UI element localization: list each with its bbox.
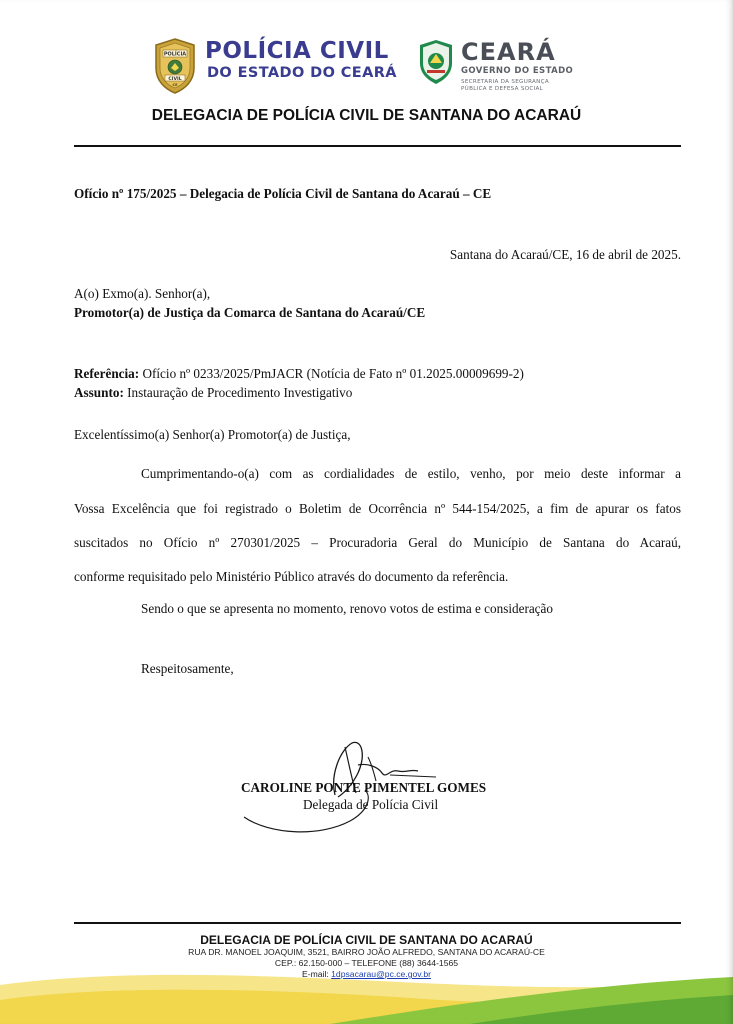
secretaria-line-2: PÚBLICA E DEFESA SOCIAL <box>461 86 544 92</box>
recipient-line-1: A(o) Exmo(a). Senhor(a), <box>74 286 211 301</box>
badge-text-policia: POLÍCIA <box>163 51 187 58</box>
policia-civil-badge-icon <box>153 38 197 94</box>
footer-cep-phone: CEP.: 62.150-000 – TELEFONE (88) 3644-1565 <box>274 958 459 968</box>
footer-title: DELEGACIA DE POLÍCIA CIVIL DE SANTANA DO ACARAÚ <box>200 933 533 947</box>
closing: Respeitosamente, <box>141 661 234 676</box>
paragraph-2: Sendo o que se apresenta no momento, renovo votos de estima e consideração <box>141 601 553 616</box>
salutation: Excelentíssimo(a) Senhor(a) Promotor(a) de Justiça, <box>74 427 351 442</box>
subject-label: Assunto: <box>74 385 124 400</box>
date-place: Santana do Acaraú/CE, 16 de abril de 2025. <box>449 247 681 262</box>
reference-line <box>74 367 524 380</box>
footer-email-link[interactable]: 1dpsacarau@pc.ce.gov.br <box>331 969 431 979</box>
paragraph-1-line-2: Vossa Excelência que foi registrado o Boletim de Ocorrência nº 544-154/2025, a fim de apurar os fatos <box>74 501 681 516</box>
policia-civil-title: POLÍCIA CIVIL <box>205 38 389 64</box>
recipient-line-2: Promotor(a) de Justiça da Comarca de Santana do Acaraú/CE <box>74 305 426 320</box>
signer-role: Delegada de Polícia Civil <box>303 797 439 812</box>
subject-line <box>74 386 352 399</box>
reference-value: Ofício nº 0233/2025/PmJACR (Notícia de Fato nº 01.2025.00009699-2) <box>142 366 524 381</box>
paragraph-1-line-3: suscitados no Ofício nº 270301/2025 – Procuradoria Geral do Município de Santana do Acaraú, <box>74 535 681 550</box>
footer-email-line <box>0 970 733 979</box>
reference-label: Referência: <box>74 366 140 381</box>
ceara-crest-icon <box>418 39 454 85</box>
unit-title: DELEGACIA DE POLÍCIA CIVIL DE SANTANA DO ACARAÚ <box>151 107 582 124</box>
signer-name: CAROLINE PONTE PIMENTEL GOMES <box>241 780 487 795</box>
badge-text-civil: CIVIL <box>168 76 182 82</box>
paragraph-1-line-1: Cumprimentando-o(a) com as cordialidades de estilo, venho, por meio deste informar a <box>141 466 681 481</box>
header-divider <box>74 145 681 147</box>
footer-divider <box>74 922 681 924</box>
footer-address: RUA DR. MANOEL JOAQUIM, 3521, BAIRRO JOÃO ALFREDO, SANTANA DO ACARAÚ-CE <box>188 947 545 957</box>
paragraph-1-line-4: conforme requisitado pelo Ministério Público através do documento da referência. <box>74 569 509 584</box>
badge-text-ce: CE <box>172 83 178 87</box>
policia-civil-subtitle: DO ESTADO DO CEARÁ <box>207 65 397 81</box>
secretaria-line-1: SECRETARIA DA SEGURANÇA <box>461 79 549 85</box>
footer-email-label: E-mail: <box>302 969 329 979</box>
subject-value: Instauração de Procedimento Investigativo <box>127 385 353 400</box>
oficio-heading: Ofício nº 175/2025 – Delegacia de Polícia Civil de Santana do Acaraú – CE <box>74 186 492 201</box>
governo-subtitle: GOVERNO DO ESTADO <box>461 66 574 76</box>
ceara-title: CEARÁ <box>461 38 556 66</box>
